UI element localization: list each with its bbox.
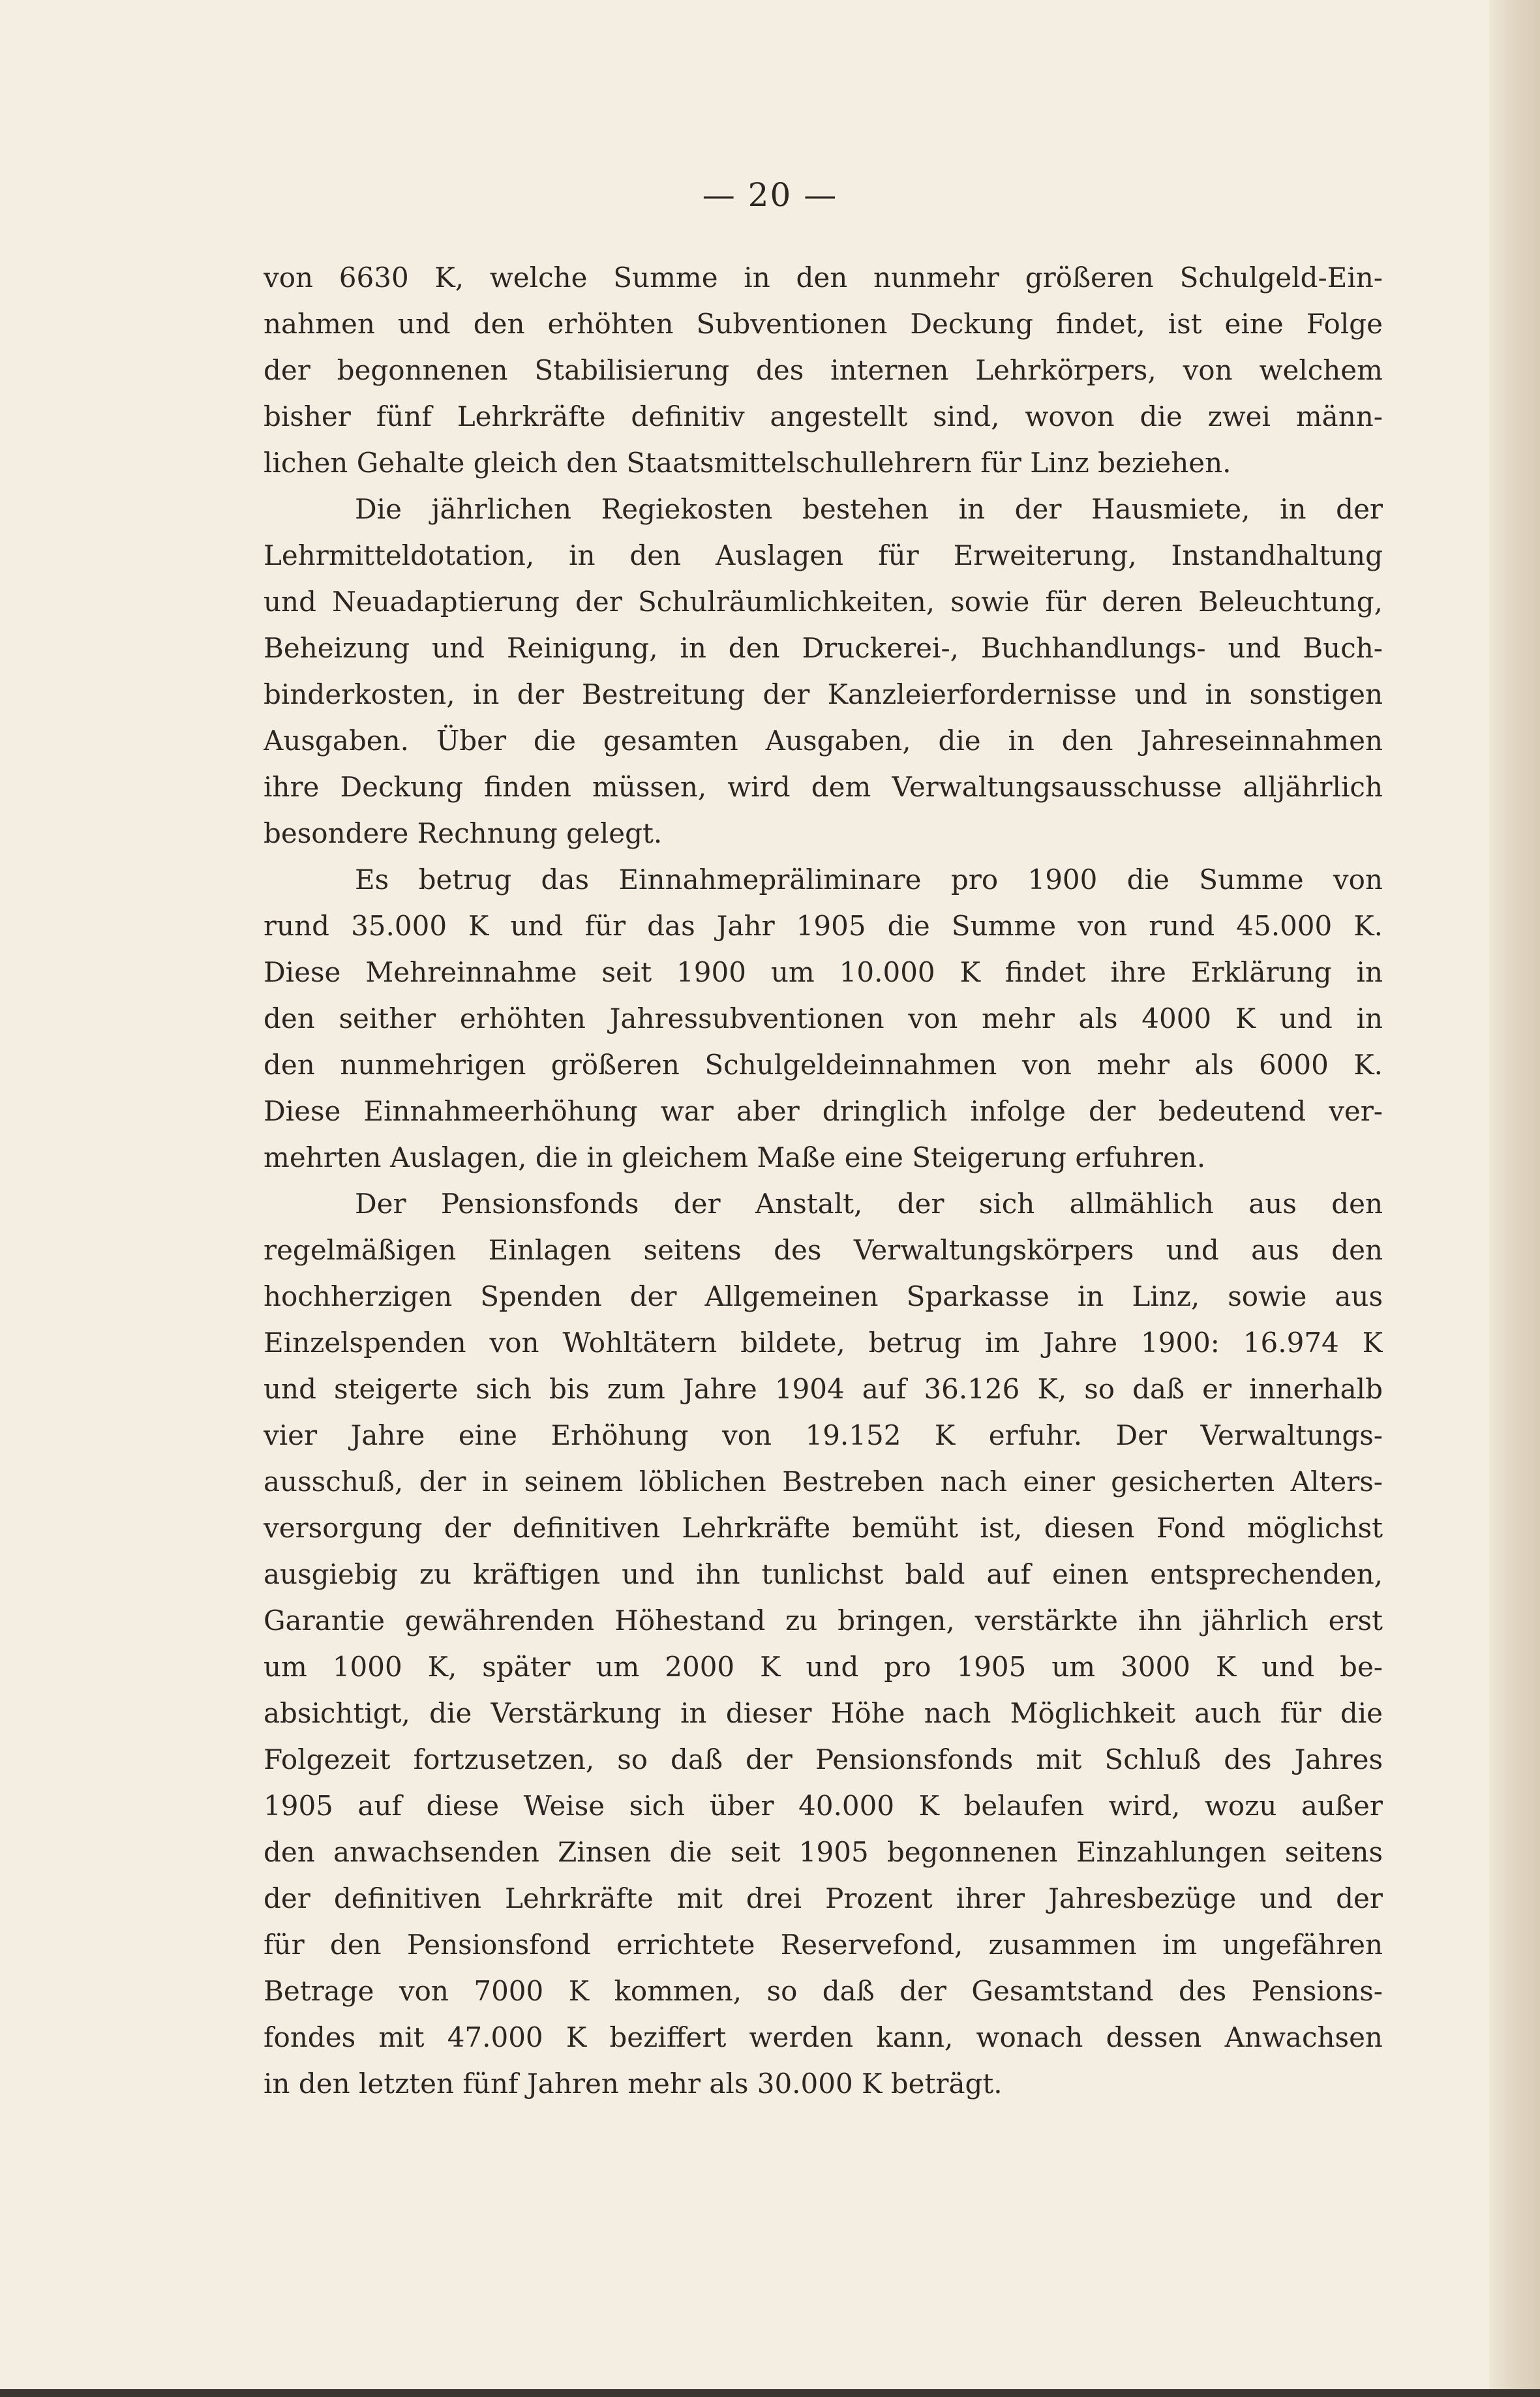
text-line: bisher fünf Lehrkräfte definitiv angestellt sind, wovon die zwei männ- — [264, 400, 1383, 432]
text-line: Diese Mehreinnahme seit 1900 um 10.000 K findet ihre Erklärung in — [264, 956, 1383, 988]
text-line: fondes mit 47.000 K beziffert werden kann, wonach dessen Anwachsen — [264, 2021, 1383, 2053]
text-line: vier Jahre eine Erhöhung von 19.152 K erfuhr. Der Verwaltungs- — [264, 1419, 1383, 1451]
text-line: und Neuadaptierung der Schulräumlichkeiten, sowie für deren Beleuchtung, — [264, 586, 1383, 618]
text-line: der definitiven Lehrkräfte mit drei Prozent ihrer Jahresbezüge und der — [264, 1882, 1383, 1914]
text-line: der begonnenen Stabilisierung des internen Lehrkörpers, von welchem — [264, 354, 1383, 386]
text-line: binderkosten, in der Bestreitung der Kanzleierfordernisse und in sonstigen — [264, 678, 1383, 710]
text-line: und steigerte sich bis zum Jahre 1904 auf 36.126 K, so daß er innerhalb — [264, 1373, 1383, 1405]
text-line: Folgezeit fortzusetzen, so daß der Pensionsfonds mit Schluß des Jahres — [264, 1743, 1383, 1775]
text-line: rund 35.000 K und für das Jahr 1905 die Summe von rund 45.000 K. — [264, 910, 1383, 942]
text-line: Der Pensionsfonds der Anstalt, der sich allmählich aus den — [355, 1188, 1383, 1220]
text-line: regelmäßigen Einlagen seitens des Verwaltungskörpers und aus den — [264, 1234, 1383, 1266]
text-line: den nunmehrigen größeren Schulgeldeinnahmen von mehr als 6000 K. — [264, 1049, 1383, 1081]
text-line: den anwachsenden Zinsen die seit 1905 begonnenen Einzahlungen seitens — [264, 1836, 1383, 1868]
text-line: Es betrug das Einnahmepräliminare pro 1900 die Summe von — [355, 864, 1383, 896]
text-line: Lehrmitteldotation, in den Auslagen für Erweiterung, Instandhaltung — [264, 539, 1383, 571]
text-line: den seither erhöhten Jahressubventionen von mehr als 4000 K und in — [264, 1003, 1383, 1034]
text-line: Ausgaben. Über die gesamten Ausgaben, die in den Jahreseinnahmen — [264, 725, 1383, 757]
text-line: Einzelspenden von Wohltätern bildete, betrug im Jahre 1900: 16.974 K — [264, 1327, 1383, 1359]
text-line: Betrage von 7000 K kommen, so daß der Gesamtstand des Pensions- — [264, 1975, 1383, 2007]
text-line: 1905 auf diese Weise sich über 40.000 K belaufen wird, wozu außer — [264, 1790, 1383, 1822]
body-text — [264, 254, 1383, 2107]
text-line: hochherzigen Spenden der Allgemeinen Sparkasse in Linz, sowie aus — [264, 1280, 1383, 1312]
text-line: um 1000 K, später um 2000 K und pro 1905 um 3000 K und be- — [264, 1651, 1383, 1683]
text-line: ihre Deckung finden müssen, wird dem Verwaltungsausschusse alljährlich — [264, 771, 1383, 803]
text-line: von 6630 K, welche Summe in den nunmehr größeren Schulgeld-Ein- — [264, 262, 1383, 294]
scan-border — [0, 2389, 1540, 2397]
text-line: für den Pensionsfond errichtete Reservefond, zusammen im ungefähren — [264, 1929, 1383, 1961]
text-line: ausschuß, der in seinem löblichen Bestreben nach einer gesicherten Alters- — [264, 1466, 1383, 1498]
page-edge-shadow — [1489, 0, 1540, 2397]
text-line: in den letzten fünf Jahren mehr als 30.000 K beträgt. — [264, 2068, 1003, 2100]
text-line: Die jährlichen Regiekosten bestehen in der Hausmiete, in der — [355, 493, 1383, 525]
text-line: absichtigt, die Verstärkung in dieser Höhe nach Möglichkeit auch für die — [264, 1697, 1383, 1729]
text-line: besondere Rechnung gelegt. — [264, 817, 663, 849]
text-line: Diese Einnahmeerhöhung war aber dringlich infolge der bedeutend ver- — [264, 1095, 1383, 1127]
text-line: ausgiebig zu kräftigen und ihn tunlichst bald auf einen entsprechenden, — [264, 1558, 1383, 1590]
text-line: Garantie gewährenden Höhestand zu bringen, verstärkte ihn jährlich erst — [264, 1605, 1383, 1636]
text-line: nahmen und den erhöhten Subventionen Deckung findet, ist eine Folge — [264, 308, 1383, 340]
text-line: Beheizung und Reinigung, in den Druckerei-, Buchhandlungs- und Buch- — [264, 632, 1383, 664]
text-line: lichen Gehalte gleich den Staatsmittelschullehrern für Linz beziehen. — [264, 447, 1231, 479]
page-number: — 20 — — [702, 176, 838, 214]
text-line: versorgung der definitiven Lehrkräfte bemüht ist, diesen Fond möglichst — [264, 1512, 1383, 1544]
text-line: mehrten Auslagen, die in gleichem Maße eine Steigerung erfuhren. — [264, 1141, 1206, 1173]
